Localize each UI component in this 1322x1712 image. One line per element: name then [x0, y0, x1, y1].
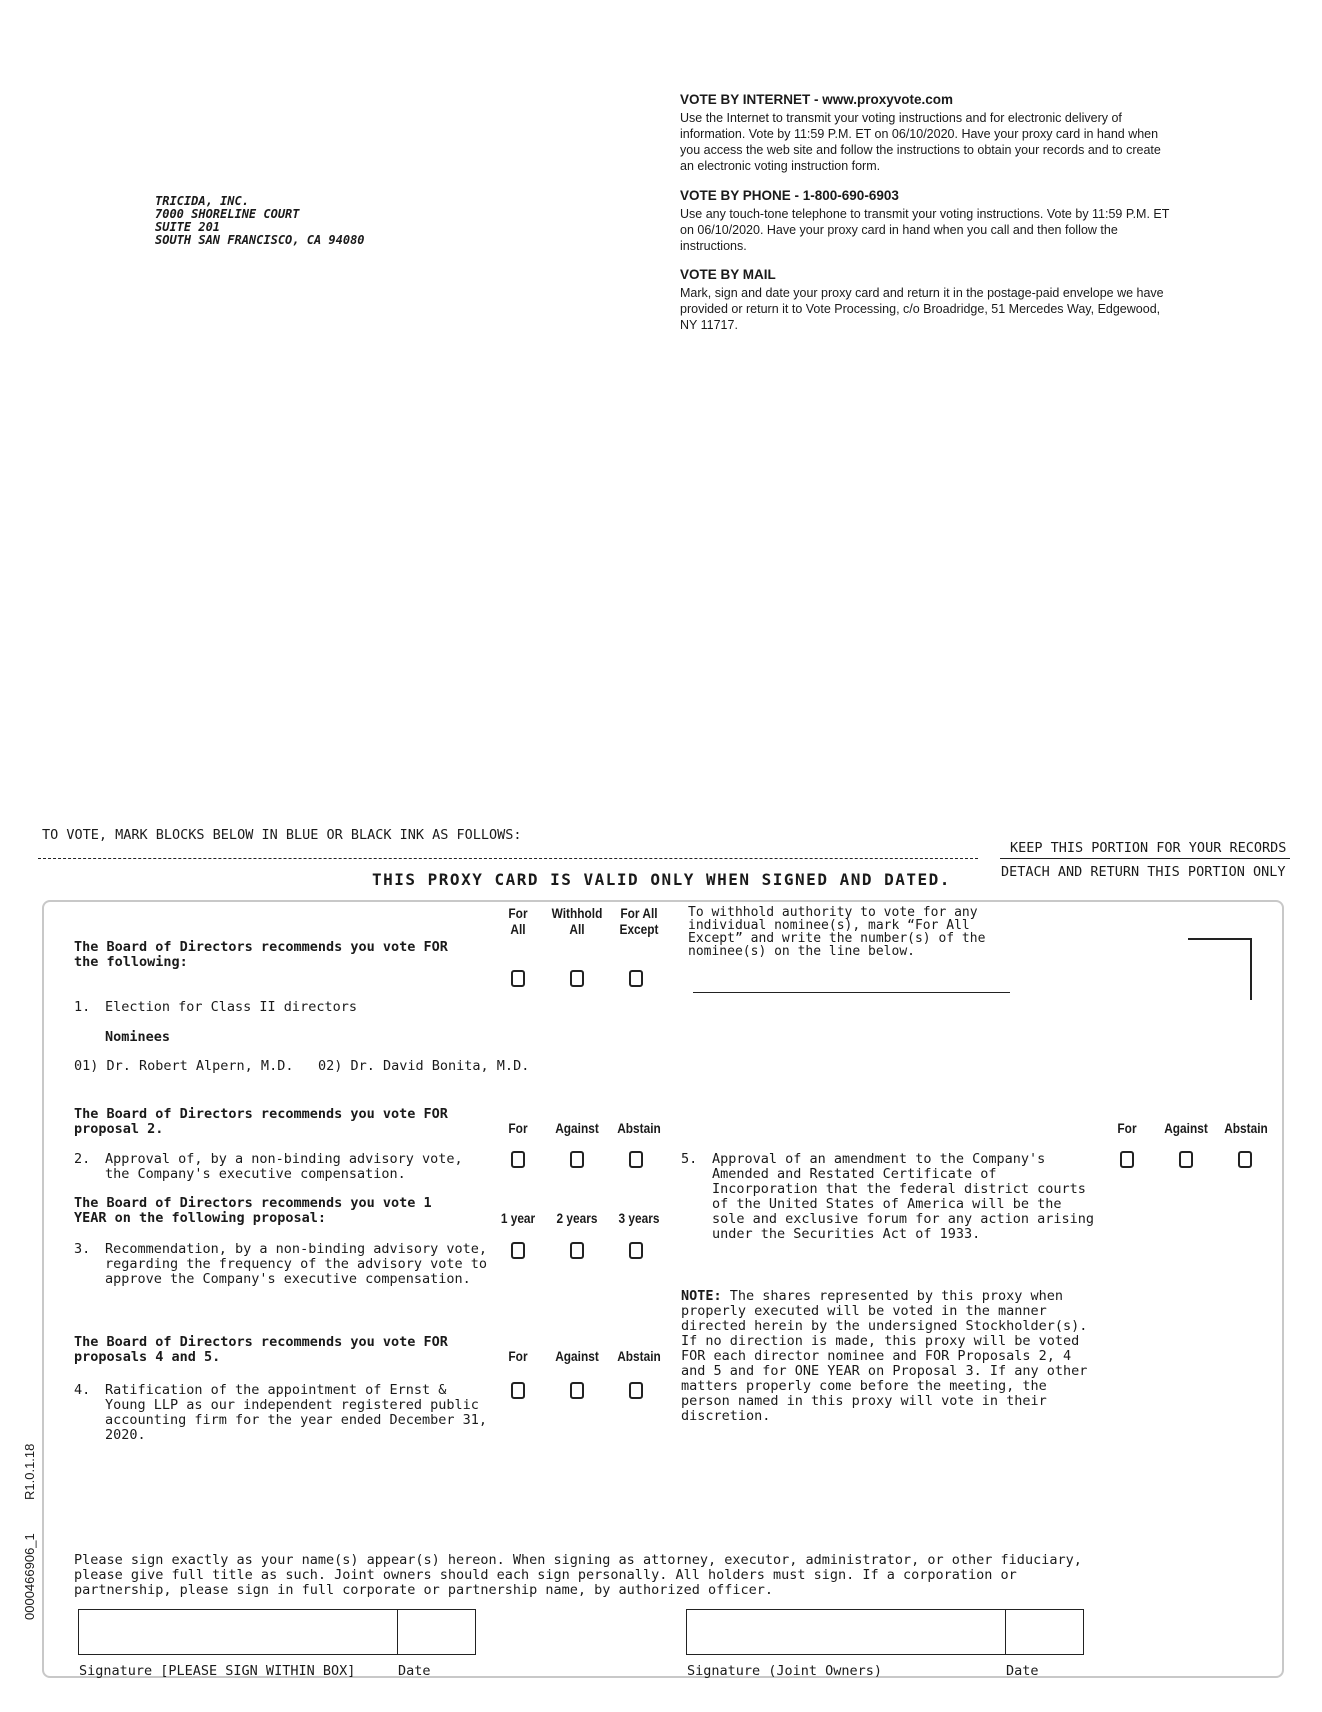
note-line: person named in this proxy will vote in their	[681, 1393, 1047, 1409]
col-header-text: Except	[619, 922, 659, 937]
recommendation-line: The Board of Directors recommends you vote FOR	[74, 1106, 448, 1122]
signature-box[interactable]	[78, 1609, 398, 1655]
vote-phone-line: on 06/10/2020. Have your proxy card in hand when you call and then follow the	[680, 223, 1118, 237]
p2-against-checkbox[interactable]	[570, 1151, 584, 1168]
note-line: FOR each director nominee and FOR Proposals 2, 4	[681, 1348, 1072, 1364]
withhold-line: To withhold authority to vote for any	[688, 905, 978, 920]
note-line: properly executed will be voted in the manner	[681, 1303, 1047, 1319]
col-header-text: Withhold	[551, 906, 603, 921]
note-line: The shares represented by this proxy when	[721, 1288, 1064, 1304]
keep-portion-label: KEEP THIS PORTION FOR YOUR RECORDS	[1010, 840, 1287, 856]
vote-internet-line: Use the Internet to transmit your voting instructions and for electronic delivery of	[680, 111, 1122, 125]
vote-mail-line: provided or return it to Vote Processing, c/o Broadridge, 51 Mercedes Way, Edgewood,	[680, 302, 1161, 316]
proposal-line: of the United States of America will be the	[712, 1196, 1062, 1212]
col-2-years: 2 years	[556, 1211, 598, 1226]
p5-abstain-checkbox[interactable]	[1238, 1151, 1252, 1168]
nominees-label: Nominees	[105, 1029, 171, 1045]
col-header-text: For All	[620, 906, 658, 921]
recommendation-line: proposal 2.	[74, 1121, 164, 1137]
vote-by-phone	[680, 188, 1200, 254]
p4-number: 4.	[74, 1382, 91, 1398]
document-code: 0000466906_1	[22, 1533, 37, 1620]
proxy-note	[681, 1289, 1087, 1424]
p2-text	[105, 1152, 463, 1182]
note-line: If no direction is made, this proxy will be voted	[681, 1333, 1080, 1349]
p3-1-year-checkbox[interactable]	[511, 1242, 525, 1259]
p2-number: 2.	[74, 1151, 91, 1167]
col-for: For	[1117, 1121, 1137, 1136]
p1-number: 1.	[74, 999, 91, 1015]
p4-for-checkbox[interactable]	[511, 1382, 525, 1399]
vote-mail-line: Mark, sign and date your proxy card and return it in the postage-paid envelope we have	[680, 286, 1164, 300]
col-abstain: Abstain	[617, 1349, 661, 1364]
note-line: and 5 and for ONE YEAR on Proposal 3. If any other	[681, 1363, 1088, 1379]
col-for: For	[508, 1121, 528, 1136]
company-street: 7000 SHORELINE COURT	[155, 207, 300, 221]
proposal-line: Incorporation that the federal district courts	[712, 1181, 1086, 1197]
vote-internet-line: you access the web site and follow the instructions to obtain your records and to create	[680, 143, 1161, 157]
vote-by-internet	[680, 92, 1200, 174]
proposal-line: under the Securities Act of 1933.	[712, 1226, 981, 1242]
instruction-line: Please sign exactly as your name(s) appear(s) hereon. When signing as attorney, executor, administrator, or other fiduciary,	[74, 1552, 1082, 1568]
detach-cut-line	[38, 858, 978, 859]
vote-phone-heading: VOTE BY PHONE - 1-800-690-6903	[680, 188, 899, 203]
joint-signature-label: Signature (Joint Owners)	[687, 1663, 883, 1679]
p4-against-checkbox[interactable]	[570, 1382, 584, 1399]
p5-text	[712, 1152, 1094, 1242]
p3-number: 3.	[74, 1241, 91, 1257]
recommendation-2	[74, 1107, 448, 1137]
proposal-line: Approval of, by a non-binding advisory vote,	[105, 1151, 463, 1167]
vote-by-mail	[680, 267, 1200, 333]
proposal-line: regarding the frequency of the advisory vote to	[105, 1256, 488, 1272]
p3-text	[105, 1242, 487, 1287]
instruction-line: partnership, please sign in full corporate or partnership name, by authorized officer.	[74, 1582, 773, 1598]
p2-abstain-checkbox[interactable]	[629, 1151, 643, 1168]
p5-number: 5.	[681, 1151, 698, 1167]
vote-mail-heading: VOTE BY MAIL	[680, 267, 776, 282]
col-for: For	[508, 1349, 528, 1364]
col-header-text: All	[569, 922, 585, 937]
recommendation-line: the following:	[74, 954, 188, 970]
keep-divider	[1000, 858, 1290, 859]
joint-date-box[interactable]	[1005, 1609, 1084, 1655]
note-line: matters properly come before the meeting, the	[681, 1378, 1047, 1394]
p1-text: Election for Class II directors	[105, 999, 357, 1015]
p1-for-all-except-checkbox[interactable]	[629, 970, 643, 987]
col-for-all-except	[612, 906, 667, 938]
recommendation-line: The Board of Directors recommends you vote 1	[74, 1195, 432, 1211]
p5-for-checkbox[interactable]	[1120, 1151, 1134, 1168]
recommendation-3	[74, 1196, 432, 1226]
company-address	[155, 195, 365, 247]
p1-for-all-checkbox[interactable]	[511, 970, 525, 987]
vote-phone-line: instructions.	[680, 239, 747, 253]
signing-instructions	[74, 1553, 1082, 1598]
proposal-line: 2020.	[105, 1427, 146, 1443]
signature-label: Signature [PLEASE SIGN WITHIN BOX]	[79, 1663, 356, 1679]
withhold-line: individual nominee(s), mark “For All	[688, 918, 970, 933]
validity-notice: THIS PROXY CARD IS VALID ONLY WHEN SIGNED AND DATED.	[372, 870, 951, 889]
vote-internet-line: an electronic voting instruction form.	[680, 159, 881, 173]
col-against: Against	[555, 1349, 599, 1364]
company-name: TRICIDA, INC.	[155, 194, 249, 208]
joint-signature-box[interactable]	[686, 1609, 1006, 1655]
col-abstain: Abstain	[1224, 1121, 1268, 1136]
corner-registration-mark	[1188, 938, 1252, 1000]
proposal-line: Recommendation, by a non-binding advisory vote,	[105, 1241, 488, 1257]
withhold-line: nominee(s) on the line below.	[688, 944, 915, 959]
recommendation-line: The Board of Directors recommends you vote FOR	[74, 1334, 448, 1350]
date-label: Date	[398, 1663, 431, 1679]
note-label: NOTE:	[681, 1288, 722, 1304]
p2-for-checkbox[interactable]	[511, 1151, 525, 1168]
detach-portion-label: DETACH AND RETURN THIS PORTION ONLY	[1001, 864, 1286, 880]
nominee-exception-line[interactable]	[693, 992, 1010, 993]
recommendation-line: proposals 4 and 5.	[74, 1349, 221, 1365]
col-against: Against	[555, 1121, 599, 1136]
company-city: SOUTH SAN FRANCISCO, CA 94080	[155, 233, 365, 247]
p4-text	[105, 1383, 487, 1443]
col-against: Against	[1164, 1121, 1208, 1136]
p3-3-years-checkbox[interactable]	[629, 1242, 643, 1259]
col-1-year: 1 year	[500, 1211, 536, 1226]
instruction-line: please give full title as such. Joint owners should each sign personally. All holders must sign. If a corporation or	[74, 1567, 1017, 1583]
col-3-years: 3 years	[618, 1211, 660, 1226]
recommendation-line: YEAR on the following proposal:	[74, 1210, 326, 1226]
vote-internet-line: information. Vote by 11:59 P.M. ET on 06/10/2020. Have your proxy card in hand when	[680, 127, 1159, 141]
proposal-line: accounting firm for the year ended December 31,	[105, 1412, 488, 1428]
note-line: discretion.	[681, 1408, 771, 1424]
p1-withhold-all-checkbox[interactable]	[570, 970, 584, 987]
recommendation-1	[74, 940, 448, 970]
col-withhold-all	[544, 906, 609, 938]
col-header-text: All	[510, 922, 526, 937]
recommendation-line: The Board of Directors recommends you vote FOR	[74, 939, 448, 955]
withhold-instructions	[688, 906, 985, 958]
vote-instruction: TO VOTE, MARK BLOCKS BELOW IN BLUE OR BLACK INK AS FOLLOWS:	[42, 827, 522, 843]
proposal-line: Ratification of the appointment of Ernst &	[105, 1382, 447, 1398]
withhold-line: Except” and write the number(s) of the	[688, 931, 986, 946]
nominee-1: 01) Dr. Robert Alpern, M.D.	[74, 1058, 294, 1074]
col-abstain: Abstain	[617, 1121, 661, 1136]
date-box[interactable]	[397, 1609, 476, 1655]
p5-against-checkbox[interactable]	[1179, 1151, 1193, 1168]
p3-2-years-checkbox[interactable]	[570, 1242, 584, 1259]
p4-abstain-checkbox[interactable]	[629, 1382, 643, 1399]
nominee-2: 02) Dr. David Bonita, M.D.	[318, 1058, 530, 1074]
proposal-line: the Company's executive compensation.	[105, 1166, 406, 1182]
joint-date-label: Date	[1006, 1663, 1039, 1679]
recommendation-4	[74, 1335, 448, 1365]
company-suite: SUITE 201	[155, 220, 221, 234]
vote-mail-line: NY 11717.	[680, 318, 738, 332]
proposal-line: approve the Company's executive compensation.	[105, 1271, 471, 1287]
col-header-text: For	[508, 906, 528, 921]
proposal-line: Amended and Restated Certificate of	[712, 1166, 997, 1182]
vote-phone-line: Use any touch-tone telephone to transmit your voting instructions. Vote by 11:59 P.M. ET	[680, 207, 1170, 221]
proposal-line: sole and exclusive forum for any action arising	[712, 1211, 1095, 1227]
note-line: directed herein by the undersigned Stockholder(s).	[681, 1318, 1088, 1334]
proposal-line: Young LLP as our independent registered public	[105, 1397, 479, 1413]
proposal-line: Approval of an amendment to the Company's	[712, 1151, 1046, 1167]
col-for-all	[498, 906, 538, 938]
vote-internet-heading: VOTE BY INTERNET - www.proxyvote.com	[680, 92, 954, 107]
version-code: R1.0.1.18	[22, 1443, 37, 1500]
